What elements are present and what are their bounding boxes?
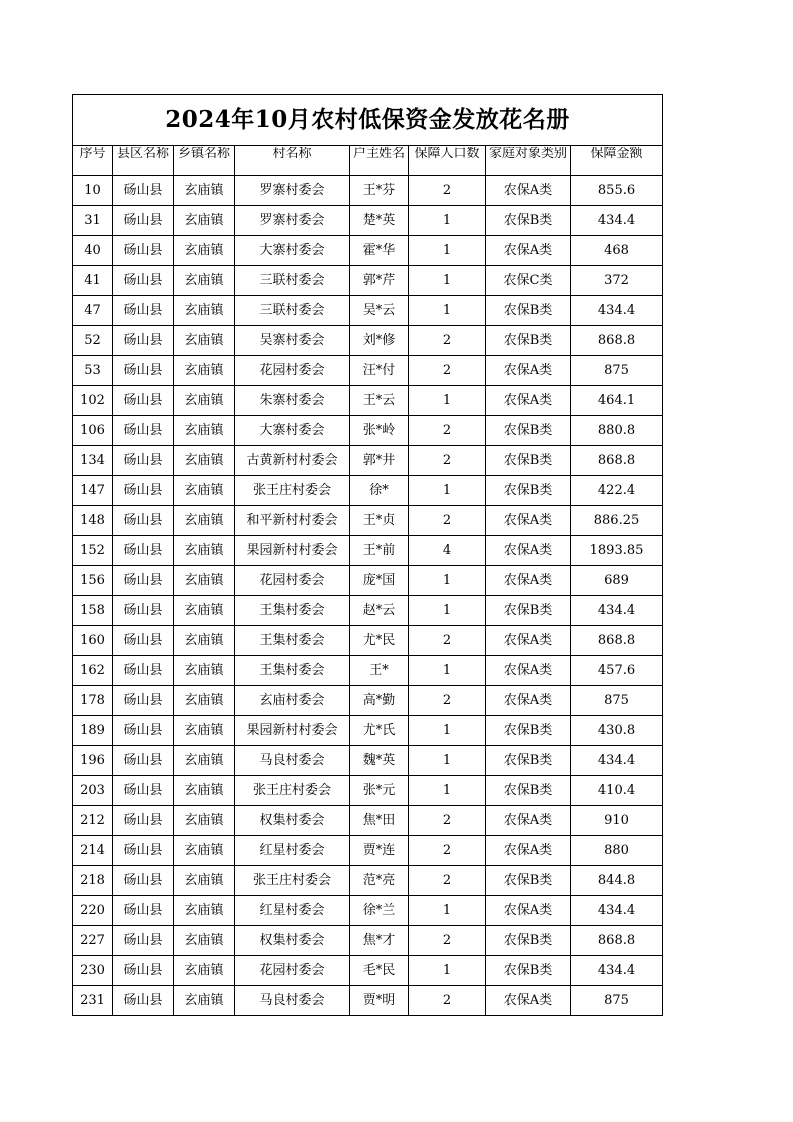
cell-amount: 468 (571, 236, 663, 266)
cell-household-head: 郭*井 (350, 446, 409, 476)
cell-town: 玄庙镇 (174, 596, 235, 626)
cell-seq: 227 (73, 926, 113, 956)
cell-town: 玄庙镇 (174, 506, 235, 536)
cell-county: 砀山县 (113, 416, 174, 446)
cell-town: 玄庙镇 (174, 776, 235, 806)
cell-village: 罗寨村委会 (235, 206, 350, 236)
cell-household-head: 尤*民 (350, 626, 409, 656)
table-row (73, 446, 663, 476)
cell-seq: 148 (73, 506, 113, 536)
cell-people-count: 1 (409, 566, 486, 596)
header-village: 村名称 (235, 146, 350, 176)
table-row (73, 506, 663, 536)
cell-county: 砀山县 (113, 266, 174, 296)
cell-family-category: 农保B类 (486, 416, 571, 446)
table-row (73, 356, 663, 386)
cell-seq: 220 (73, 896, 113, 926)
table-row (73, 896, 663, 926)
cell-people-count: 2 (409, 506, 486, 536)
cell-village: 张王庄村委会 (235, 776, 350, 806)
table-row (73, 296, 663, 326)
cell-family-category: 农保A类 (486, 236, 571, 266)
cell-household-head: 贾*明 (350, 986, 409, 1016)
cell-county: 砀山县 (113, 746, 174, 776)
cell-seq: 178 (73, 686, 113, 716)
cell-village: 马良村委会 (235, 746, 350, 776)
cell-town: 玄庙镇 (174, 566, 235, 596)
cell-people-count: 2 (409, 626, 486, 656)
cell-people-count: 1 (409, 896, 486, 926)
cell-seq: 212 (73, 806, 113, 836)
cell-town: 玄庙镇 (174, 806, 235, 836)
cell-county: 砀山县 (113, 206, 174, 236)
cell-town: 玄庙镇 (174, 446, 235, 476)
cell-town: 玄庙镇 (174, 716, 235, 746)
table-row (73, 236, 663, 266)
cell-town: 玄庙镇 (174, 356, 235, 386)
cell-family-category: 农保B类 (486, 596, 571, 626)
cell-people-count: 2 (409, 356, 486, 386)
cell-family-category: 农保A类 (486, 656, 571, 686)
cell-village: 红星村委会 (235, 896, 350, 926)
cell-seq: 53 (73, 356, 113, 386)
cell-seq: 230 (73, 956, 113, 986)
cell-family-category: 农保A类 (486, 386, 571, 416)
table-row (73, 566, 663, 596)
cell-amount: 880 (571, 836, 663, 866)
cell-family-category: 农保B类 (486, 866, 571, 896)
cell-people-count: 1 (409, 296, 486, 326)
cell-seq: 160 (73, 626, 113, 656)
cell-town: 玄庙镇 (174, 536, 235, 566)
cell-people-count: 1 (409, 386, 486, 416)
cell-seq: 47 (73, 296, 113, 326)
cell-town: 玄庙镇 (174, 656, 235, 686)
cell-seq: 52 (73, 326, 113, 356)
cell-household-head: 焦*田 (350, 806, 409, 836)
cell-amount: 689 (571, 566, 663, 596)
cell-household-head: 范*亮 (350, 866, 409, 896)
cell-county: 砀山县 (113, 626, 174, 656)
table-row (73, 206, 663, 236)
cell-village: 权集村委会 (235, 806, 350, 836)
cell-people-count: 1 (409, 476, 486, 506)
cell-family-category: 农保B类 (486, 296, 571, 326)
cell-family-category: 农保A类 (486, 806, 571, 836)
cell-people-count: 1 (409, 776, 486, 806)
cell-people-count: 1 (409, 596, 486, 626)
cell-amount: 434.4 (571, 746, 663, 776)
cell-family-category: 农保A类 (486, 836, 571, 866)
table-row (73, 386, 663, 416)
cell-town: 玄庙镇 (174, 626, 235, 656)
cell-household-head: 汪*付 (350, 356, 409, 386)
header-amount: 保障金额 (571, 146, 663, 176)
cell-people-count: 2 (409, 326, 486, 356)
cell-household-head: 徐*兰 (350, 896, 409, 926)
cell-amount: 868.8 (571, 626, 663, 656)
cell-town: 玄庙镇 (174, 206, 235, 236)
cell-county: 砀山县 (113, 926, 174, 956)
cell-county: 砀山县 (113, 356, 174, 386)
cell-people-count: 1 (409, 746, 486, 776)
cell-amount: 886.25 (571, 506, 663, 536)
cell-family-category: 农保A类 (486, 626, 571, 656)
cell-household-head: 郭*芹 (350, 266, 409, 296)
cell-seq: 218 (73, 866, 113, 896)
cell-town: 玄庙镇 (174, 326, 235, 356)
cell-people-count: 1 (409, 266, 486, 296)
cell-county: 砀山县 (113, 656, 174, 686)
cell-amount: 434.4 (571, 896, 663, 926)
cell-people-count: 2 (409, 836, 486, 866)
cell-village: 大寨村委会 (235, 416, 350, 446)
cell-county: 砀山县 (113, 566, 174, 596)
cell-people-count: 1 (409, 206, 486, 236)
cell-county: 砀山县 (113, 716, 174, 746)
cell-household-head: 徐* (350, 476, 409, 506)
cell-village: 花园村委会 (235, 956, 350, 986)
cell-village: 马良村委会 (235, 986, 350, 1016)
table-row (73, 176, 663, 206)
header-seq: 序号 (73, 146, 113, 176)
cell-town: 玄庙镇 (174, 176, 235, 206)
cell-seq: 158 (73, 596, 113, 626)
cell-village: 果园新村村委会 (235, 536, 350, 566)
cell-family-category: 农保B类 (486, 776, 571, 806)
cell-people-count: 1 (409, 656, 486, 686)
header-family-category: 家庭对象类别 (486, 146, 571, 176)
cell-family-category: 农保B类 (486, 926, 571, 956)
cell-people-count: 2 (409, 926, 486, 956)
cell-county: 砀山县 (113, 986, 174, 1016)
cell-town: 玄庙镇 (174, 956, 235, 986)
cell-county: 砀山县 (113, 836, 174, 866)
cell-town: 玄庙镇 (174, 926, 235, 956)
table-row (73, 986, 663, 1016)
table-row (73, 326, 663, 356)
table-row (73, 926, 663, 956)
cell-amount: 868.8 (571, 326, 663, 356)
cell-town: 玄庙镇 (174, 746, 235, 776)
table-row (73, 866, 663, 896)
table-row (73, 416, 663, 446)
header-people-count: 保障人口数 (409, 146, 486, 176)
cell-seq: 147 (73, 476, 113, 506)
cell-amount: 875 (571, 986, 663, 1016)
cell-village: 古黄新村村委会 (235, 446, 350, 476)
cell-household-head: 贾*连 (350, 836, 409, 866)
cell-household-head: 霍*华 (350, 236, 409, 266)
cell-town: 玄庙镇 (174, 296, 235, 326)
cell-town: 玄庙镇 (174, 416, 235, 446)
cell-household-head: 赵*云 (350, 596, 409, 626)
cell-household-head: 王*前 (350, 536, 409, 566)
cell-seq: 31 (73, 206, 113, 236)
cell-family-category: 农保A类 (486, 566, 571, 596)
cell-seq: 152 (73, 536, 113, 566)
cell-seq: 156 (73, 566, 113, 596)
cell-family-category: 农保B类 (486, 446, 571, 476)
cell-county: 砀山县 (113, 326, 174, 356)
cell-family-category: 农保B类 (486, 716, 571, 746)
cell-village: 王集村委会 (235, 626, 350, 656)
cell-amount: 410.4 (571, 776, 663, 806)
cell-seq: 41 (73, 266, 113, 296)
header-town: 乡镇名称 (174, 146, 235, 176)
cell-people-count: 2 (409, 446, 486, 476)
cell-household-head: 张*岭 (350, 416, 409, 446)
cell-people-count: 2 (409, 416, 486, 446)
cell-village: 红星村委会 (235, 836, 350, 866)
cell-amount: 844.8 (571, 866, 663, 896)
cell-town: 玄庙镇 (174, 986, 235, 1016)
page-title: 2024年10月农村低保资金发放花名册 (73, 95, 663, 146)
cell-people-count: 2 (409, 806, 486, 836)
cell-village: 果园新村村委会 (235, 716, 350, 746)
cell-county: 砀山县 (113, 446, 174, 476)
cell-amount: 880.8 (571, 416, 663, 446)
cell-amount: 434.4 (571, 206, 663, 236)
header-household-head: 户主姓名 (350, 146, 409, 176)
cell-household-head: 王*芬 (350, 176, 409, 206)
cell-county: 砀山县 (113, 776, 174, 806)
subsistence-allowance-roster-table (72, 94, 663, 1016)
cell-town: 玄庙镇 (174, 236, 235, 266)
table-row (73, 746, 663, 776)
table-row (73, 266, 663, 296)
cell-household-head: 庞*国 (350, 566, 409, 596)
cell-town: 玄庙镇 (174, 476, 235, 506)
table-row (73, 806, 663, 836)
cell-county: 砀山县 (113, 536, 174, 566)
cell-seq: 203 (73, 776, 113, 806)
cell-family-category: 农保B类 (486, 206, 571, 236)
cell-seq: 10 (73, 176, 113, 206)
cell-amount: 1893.85 (571, 536, 663, 566)
cell-county: 砀山县 (113, 236, 174, 266)
cell-village: 玄庙村委会 (235, 686, 350, 716)
table-row (73, 716, 663, 746)
cell-household-head: 王*云 (350, 386, 409, 416)
cell-seq: 196 (73, 746, 113, 776)
table-row (73, 836, 663, 866)
cell-county: 砀山县 (113, 866, 174, 896)
cell-amount: 875 (571, 686, 663, 716)
cell-amount: 434.4 (571, 296, 663, 326)
cell-county: 砀山县 (113, 896, 174, 926)
cell-people-count: 1 (409, 236, 486, 266)
cell-household-head: 楚*英 (350, 206, 409, 236)
cell-family-category: 农保A类 (486, 686, 571, 716)
cell-household-head: 魏*英 (350, 746, 409, 776)
cell-family-category: 农保A类 (486, 986, 571, 1016)
cell-seq: 162 (73, 656, 113, 686)
cell-town: 玄庙镇 (174, 836, 235, 866)
cell-village: 权集村委会 (235, 926, 350, 956)
cell-village: 朱寨村委会 (235, 386, 350, 416)
cell-family-category: 农保B类 (486, 956, 571, 986)
cell-town: 玄庙镇 (174, 266, 235, 296)
cell-village: 花园村委会 (235, 356, 350, 386)
cell-seq: 214 (73, 836, 113, 866)
cell-village: 吴寨村委会 (235, 326, 350, 356)
cell-amount: 434.4 (571, 596, 663, 626)
cell-town: 玄庙镇 (174, 896, 235, 926)
cell-household-head: 王* (350, 656, 409, 686)
table-row (73, 596, 663, 626)
cell-village: 罗寨村委会 (235, 176, 350, 206)
cell-town: 玄庙镇 (174, 866, 235, 896)
cell-seq: 106 (73, 416, 113, 446)
cell-seq: 40 (73, 236, 113, 266)
cell-people-count: 4 (409, 536, 486, 566)
cell-people-count: 2 (409, 686, 486, 716)
cell-people-count: 1 (409, 956, 486, 986)
title-row (73, 95, 663, 146)
cell-village: 和平新村村委会 (235, 506, 350, 536)
cell-household-head: 吴*云 (350, 296, 409, 326)
cell-village: 王集村委会 (235, 596, 350, 626)
cell-amount: 457.6 (571, 656, 663, 686)
cell-town: 玄庙镇 (174, 386, 235, 416)
cell-seq: 102 (73, 386, 113, 416)
cell-seq: 231 (73, 986, 113, 1016)
cell-household-head: 张*元 (350, 776, 409, 806)
cell-amount: 855.6 (571, 176, 663, 206)
cell-family-category: 农保A类 (486, 896, 571, 926)
cell-town: 玄庙镇 (174, 686, 235, 716)
cell-people-count: 2 (409, 176, 486, 206)
cell-county: 砀山县 (113, 506, 174, 536)
header-county: 县区名称 (113, 146, 174, 176)
cell-village: 三联村委会 (235, 266, 350, 296)
table-row (73, 626, 663, 656)
cell-family-category: 农保A类 (486, 506, 571, 536)
cell-amount: 910 (571, 806, 663, 836)
cell-county: 砀山县 (113, 176, 174, 206)
cell-amount: 868.8 (571, 446, 663, 476)
cell-family-category: 农保A类 (486, 176, 571, 206)
cell-household-head: 刘*修 (350, 326, 409, 356)
cell-family-category: 农保B类 (486, 476, 571, 506)
cell-amount: 434.4 (571, 956, 663, 986)
cell-village: 花园村委会 (235, 566, 350, 596)
cell-seq: 189 (73, 716, 113, 746)
cell-household-head: 高*勤 (350, 686, 409, 716)
table-row (73, 776, 663, 806)
cell-amount: 875 (571, 356, 663, 386)
cell-family-category: 农保C类 (486, 266, 571, 296)
cell-household-head: 王*贞 (350, 506, 409, 536)
cell-family-category: 农保B类 (486, 326, 571, 356)
cell-county: 砀山县 (113, 686, 174, 716)
cell-people-count: 2 (409, 986, 486, 1016)
cell-county: 砀山县 (113, 386, 174, 416)
cell-village: 王集村委会 (235, 656, 350, 686)
cell-county: 砀山县 (113, 476, 174, 506)
table-row (73, 686, 663, 716)
cell-county: 砀山县 (113, 956, 174, 986)
cell-seq: 134 (73, 446, 113, 476)
cell-amount: 464.1 (571, 386, 663, 416)
cell-people-count: 2 (409, 866, 486, 896)
table-row (73, 536, 663, 566)
cell-family-category: 农保A类 (486, 536, 571, 566)
cell-family-category: 农保B类 (486, 746, 571, 776)
cell-people-count: 1 (409, 716, 486, 746)
cell-village: 大寨村委会 (235, 236, 350, 266)
table-row (73, 656, 663, 686)
header-row (73, 146, 663, 176)
cell-amount: 422.4 (571, 476, 663, 506)
cell-household-head: 毛*民 (350, 956, 409, 986)
table-row (73, 476, 663, 506)
cell-amount: 372 (571, 266, 663, 296)
cell-household-head: 焦*才 (350, 926, 409, 956)
table-body (73, 176, 663, 1016)
cell-village: 张王庄村委会 (235, 866, 350, 896)
cell-village: 张王庄村委会 (235, 476, 350, 506)
cell-amount: 430.8 (571, 716, 663, 746)
cell-village: 三联村委会 (235, 296, 350, 326)
cell-county: 砀山县 (113, 596, 174, 626)
cell-county: 砀山县 (113, 806, 174, 836)
table-row (73, 956, 663, 986)
cell-household-head: 尤*氏 (350, 716, 409, 746)
cell-county: 砀山县 (113, 296, 174, 326)
cell-family-category: 农保A类 (486, 356, 571, 386)
cell-amount: 868.8 (571, 926, 663, 956)
